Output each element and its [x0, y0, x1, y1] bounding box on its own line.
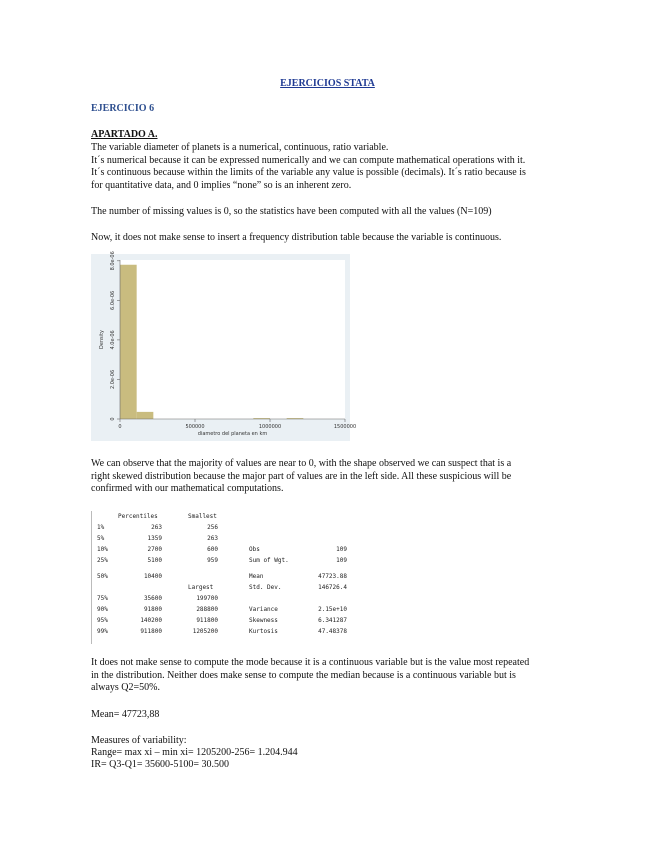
- pct-label: 10%: [97, 546, 108, 553]
- pct-label: 50%: [97, 573, 108, 580]
- pct-label: 5%: [97, 535, 105, 542]
- y-tick-label: 0: [110, 417, 116, 421]
- pct-value: 263: [151, 524, 162, 531]
- y-axis-title: Density: [99, 329, 105, 350]
- stata-summary-output: [91, 511, 357, 644]
- mode-median-paragraph: [91, 657, 566, 695]
- observation-paragraph: [91, 458, 566, 496]
- pct-value: 91800: [143, 606, 162, 613]
- pct-label: 25%: [97, 557, 108, 564]
- observation-line: We can observe that the majority of values are near to 0, with the shape observed we can suspect that is a: [91, 458, 512, 469]
- stat-value: 146726.4: [318, 584, 347, 591]
- intro-line: It´s numerical because it can be expressed numerically and we can compute mathematical operations with it.: [91, 154, 526, 166]
- mode-line: always Q2=50%.: [91, 682, 160, 694]
- stat-label: Variance: [249, 606, 278, 613]
- smallest-value: 600: [207, 546, 218, 553]
- variability-heading: Measures of variability:: [91, 735, 187, 746]
- percentiles-header: Percentiles: [118, 513, 158, 520]
- stat-label: Obs: [249, 546, 260, 553]
- x-tick-label: 0: [118, 424, 122, 430]
- pct-value: 10400: [143, 573, 162, 580]
- pct-value: 911800: [140, 628, 162, 635]
- exercise-heading: EJERCICIO 6: [91, 103, 155, 114]
- largest-value: 1205200: [192, 628, 218, 635]
- stat-label: Sum of Wgt.: [249, 557, 289, 564]
- section-heading: APARTADO A.: [91, 129, 158, 140]
- pct-value: 2700: [147, 546, 162, 553]
- y-tick-label: 6.0e-06: [110, 290, 116, 310]
- pct-label: 75%: [97, 595, 108, 602]
- stat-label: Std. Dev.: [249, 584, 282, 591]
- largest-header: Largest: [188, 584, 214, 591]
- mean-text: Mean= 47723,88: [91, 709, 160, 720]
- stat-label: Skewness: [249, 617, 278, 624]
- pct-label: 95%: [97, 617, 108, 624]
- stat-value: 2.15e+10: [318, 606, 347, 613]
- x-axis-title: diametro del planeta en km: [197, 431, 268, 437]
- smallest-header: Smallest: [188, 513, 217, 520]
- frequency-table-text: Now, it does not make sense to insert a frequency distribution table because the variable is continuous.: [91, 232, 502, 243]
- smallest-value: 959: [207, 557, 218, 564]
- smallest-value: 256: [207, 524, 218, 531]
- pct-value: 140200: [140, 617, 162, 624]
- largest-value: 288800: [196, 606, 218, 613]
- observation-line: right skewed distribution because the major part of values are in the left side. All these suspicious will be: [91, 470, 512, 482]
- pct-label: 90%: [97, 606, 108, 613]
- mode-line: It does not make sense to compute the mode because it is a continuous variable but is the value most repeated: [91, 657, 530, 668]
- stat-value: 109: [336, 557, 347, 564]
- y-tick-label: 2.0e-06: [110, 369, 116, 390]
- histogram-bar: [137, 412, 154, 419]
- stat-label: Kurtosis: [249, 628, 278, 635]
- stat-label: Mean: [249, 573, 264, 580]
- stat-value: 6.341287: [318, 617, 347, 624]
- histogram-bar: [120, 265, 137, 419]
- smallest-value: 263: [207, 535, 218, 542]
- largest-value: 199700: [196, 595, 218, 602]
- stat-value: 109: [336, 546, 347, 553]
- x-tick-label: 1000000: [258, 424, 282, 430]
- pct-label: 99%: [97, 628, 108, 635]
- range-text: Range= max xi – min xi= 1205200-256= 1.204.944: [91, 747, 298, 758]
- intro-line: It´s continuous because within the limits of the variable any value is possible (decimals). It´s ratio because is: [91, 167, 526, 179]
- plot-area: [120, 260, 345, 419]
- pct-value: 1359: [147, 535, 162, 542]
- y-tick-label: 4.0e-06: [110, 330, 116, 350]
- histogram-chart: [91, 251, 357, 441]
- pct-value: 5100: [147, 557, 162, 564]
- observation-line: confirmed with our mathematical computations.: [91, 483, 284, 495]
- pct-label: 1%: [97, 524, 105, 531]
- intro-line: for quantitative data, and 0 implies “none” so is an inherent zero.: [91, 179, 352, 191]
- histogram-svg: [91, 251, 357, 441]
- missing-values-text: The number of missing values is 0, so the statistics have been computed with all the values (N=109): [91, 206, 492, 217]
- largest-value: 911800: [196, 617, 218, 624]
- intro-line: The variable diameter of planets is a numerical, continuous, ratio variable.: [91, 142, 389, 153]
- x-tick-label: 1500000: [333, 424, 357, 430]
- stat-value: 47.48378: [318, 628, 347, 635]
- mode-line: in the distribution. Neither does make sense to compute the median because is a continuous variable but is: [91, 669, 516, 681]
- y-tick-label: 8.0e-06: [110, 251, 116, 271]
- pct-value: 35600: [143, 595, 162, 602]
- stat-value: 47723.88: [318, 573, 347, 580]
- document-title: EJERCICIOS STATA: [280, 78, 375, 89]
- interquartile-range-text: IR= Q3-Q1= 35600-5100= 30.500: [91, 759, 230, 770]
- x-tick-label: 500000: [185, 424, 205, 430]
- intro-paragraph: [91, 142, 566, 192]
